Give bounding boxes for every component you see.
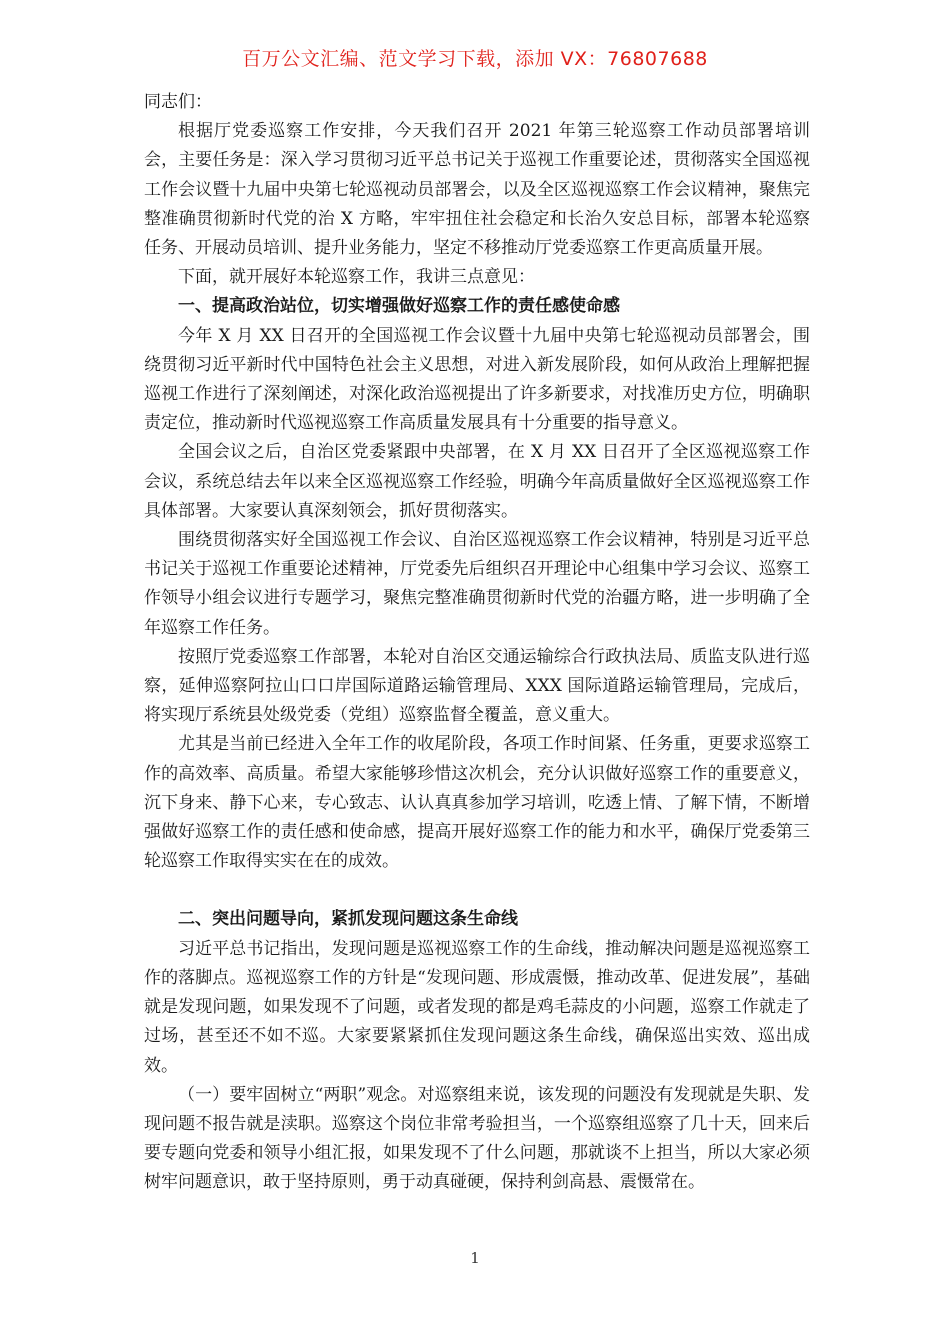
page-number: 1 xyxy=(470,1249,480,1267)
intro-paragraph-1: 根据厅党委巡察工作安排，今天我们召开 2021 年第三轮巡察工作动员部署培训会，主要任务是：深入学习贯彻习近平总书记关于巡视工作重要论述，贯彻落实全国巡视工作会议暨十九届中央第七轮巡视动员部署会，以及全区巡视巡察工作会议精神，聚焦完整准确贯彻新时代党的治 X 方略，牢牢扭住社会稳定和长治久安总目标，部署本轮巡察任务、开展动员培训、提升业务能力，坚定不移推动厅党委巡察工作更高质量开展。 xyxy=(144,121,810,259)
section-2-paragraph: （一）要牢固树立“两职”观念。对巡察组来说，该发现的问题没有发现就是失职、发现问题不报告就是渎职。巡察这个岗位非常考验担当，一个巡察组巡察了几十天，回来后要专题向党委和领导小组汇报，如果发现不了什么问题，那就谈不上担当，所以大家必须树牢问题意识，敢于坚持原则，勇于动真碰硬，保持利剑高悬、震慑常在。 xyxy=(144,1084,810,1193)
section-2-paragraph: 习近平总书记指出，发现问题是巡视巡察工作的生命线，推动解决问题是巡视巡察工作的落脚点。巡视巡察工作的方针是“发现问题、形成震慑，推动改革、促进发展”，基础就是发现问题，如果发现不了问题，或者发现的都是鸡毛蒜皮的小问题，巡察工作就走了过场，甚至还不如不巡。大家要紧紧抓住发现问题这条生命线，确保巡出实效、巡出成效。 xyxy=(144,938,810,1076)
section-1-paragraph: 尤其是当前已经进入全年工作的收尾阶段，各项工作时间紧、任务重，更要求巡察工作的高效率、高质量。希望大家能够珍惜这次机会，充分认识做好巡察工作的重要意义，沉下身来、静下心来，专心致志、认认真真参加学习培训，吃透上情、了解下情，不断增强做好巡察工作的责任感和使命感，提高开展好巡察工作的能力和水平，确保厅党委第三轮巡察工作取得实实在在的成效。 xyxy=(144,734,810,872)
document-body xyxy=(144,88,810,1198)
section-1-paragraph: 按照厅党委巡察工作部署，本轮对自治区交通运输综合行政执法局、质监支队进行巡察，延伸巡察阿拉山口口岸国际道路运输管理局、XXX 国际道路运输管理局，完成后，将实现厅系统县处级党委（党组）巡察监督全覆盖，意义重大。 xyxy=(144,646,810,726)
section-spacer xyxy=(144,876,810,905)
section-1-paragraph: 今年 X 月 XX 日召开的全国巡视工作会议暨十九届中央第七轮巡视动员部署会，围绕贯彻习近平新时代中国特色社会主义思想，对进入新发展阶段，如何从政治上理解把握巡视工作进行了深刻阐述，对深化政治巡视提出了许多新要求，对找准历史方位，明确职责定位，推动新时代巡视巡察工作高质量发展具有十分重要的指导意义。 xyxy=(144,325,810,434)
intro-paragraph-2: 下面，就开展好本轮巡察工作，我讲三点意见： xyxy=(178,267,535,288)
watermark-banner: 百万公文汇编、范文学习下载，添加 VX：76807688 xyxy=(242,48,708,70)
section-1-paragraph: 全国会议之后，自治区党委紧跟中央部署，在 X 月 XX 日召开了全区巡视巡察工作会议，系统总结去年以来全区巡视巡察工作经验，明确今年高质量做好全区巡视巡察工作具体部署。大家要认真深刻领会，抓好贯彻落实。 xyxy=(144,442,810,521)
section-1-paragraph: 围绕贯彻落实好全国巡视工作会议、自治区巡视巡察工作会议精神，特别是习近平总书记关于巡视工作重要论述精神，厅党委先后组织召开理论中心组集中学习会议、巡察工作领导小组会议进行专题学习，聚焦完整准确贯彻新时代党的治疆方略，进一步明确了全年巡察工作任务。 xyxy=(144,530,810,638)
salutation: 同志们： xyxy=(144,92,212,112)
section-2-heading: 二、突出问题导向，紧抓发现问题这条生命线 xyxy=(178,909,518,930)
section-1-heading: 一、提高政治站位，切实增强做好巡察工作的责任感使命感 xyxy=(178,296,620,317)
